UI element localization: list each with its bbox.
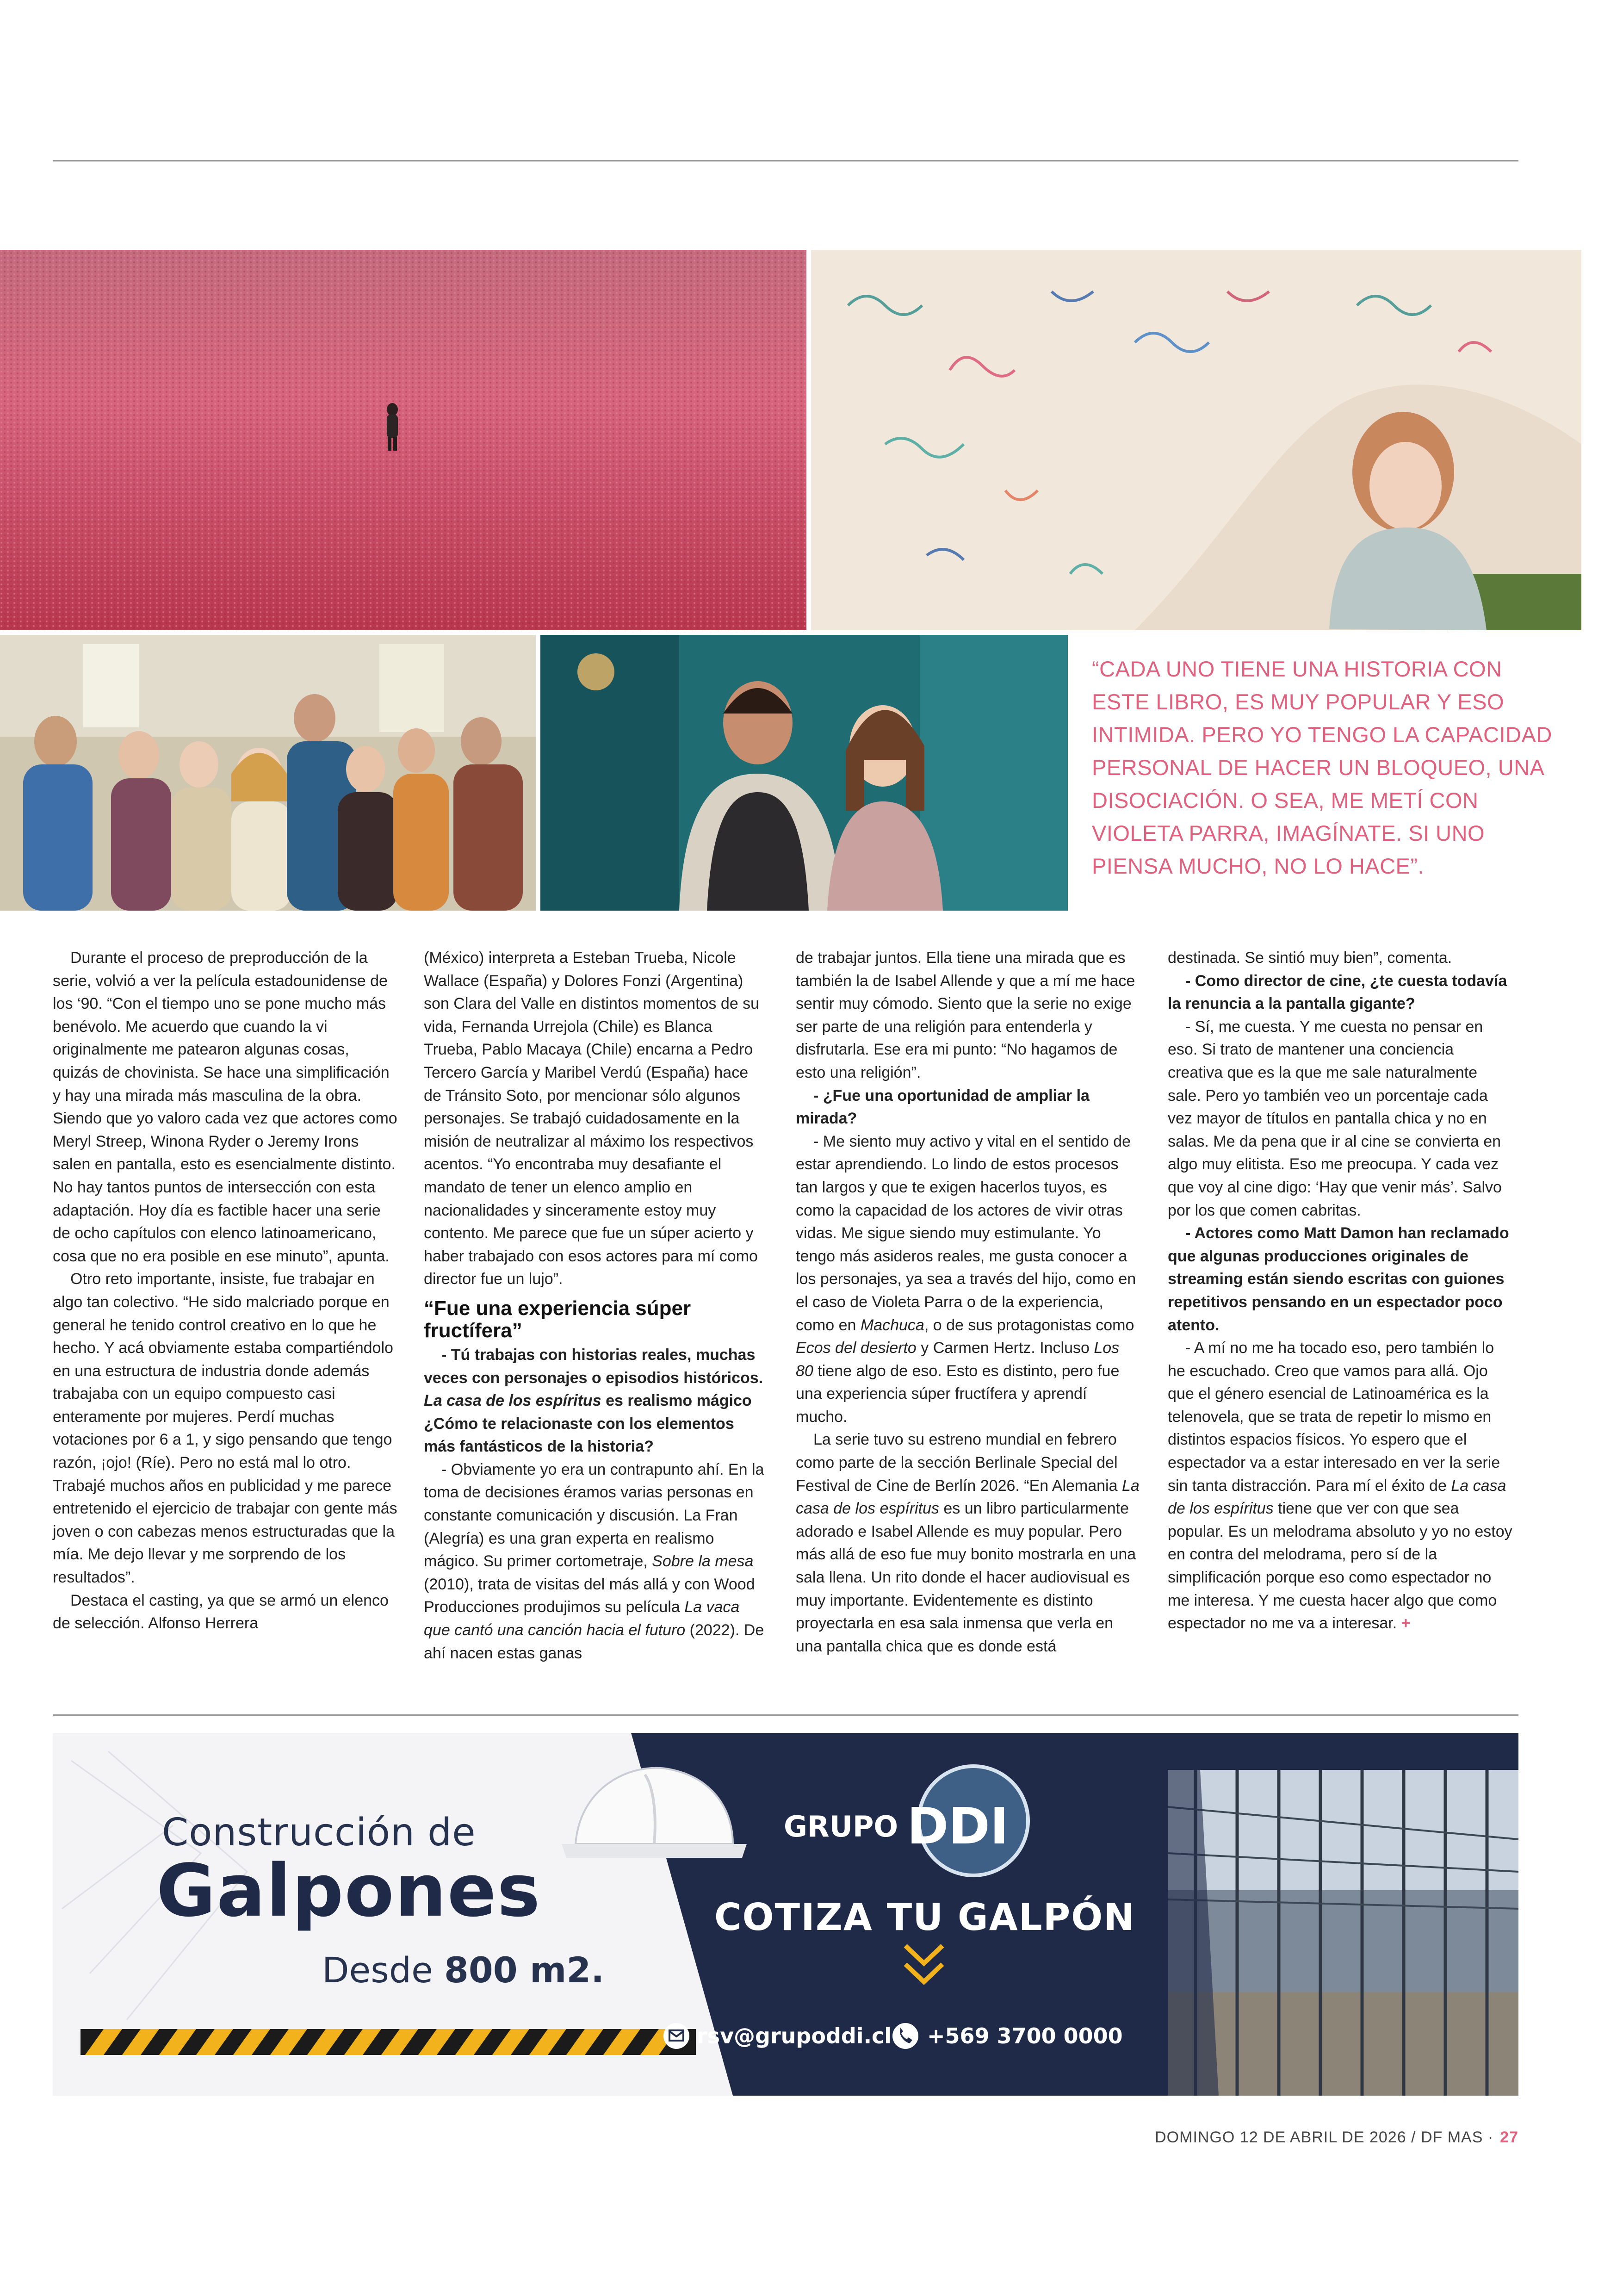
footer-date: DOMINGO 12 DE ABRIL DE 2026 / DF MAS ·	[1155, 2128, 1494, 2146]
interview-question: - ¿Fue una oportunidad de ampliar la mirada?	[796, 1086, 1090, 1128]
photo-crowd-group	[0, 635, 536, 911]
end-mark: +	[1401, 1614, 1411, 1632]
interview-answer: - Sí, me cuesta. Y me cuesta no pensar en eso. Si trato de mantener una conciencia creativa que es la que me sale naturalmente sale. Pero yo también veo un porcentaje cada vez mayor de títulos en pantalla chica y no en salas. Me da pena que ir al cine se convierta en algo muy elitista. Eso me preocupa. Y cada vez que voy al cine digo: ‘Hay que venir más’. Salvo por los que comen cabritas.	[1168, 1018, 1502, 1219]
page-number: 27	[1500, 2128, 1518, 2146]
ad-email[interactable]: rsv@grupoddi.cl	[697, 2023, 892, 2048]
photo-couple	[540, 635, 1068, 911]
email-icon	[663, 2023, 689, 2049]
ad-headline-line3: Desde 800 m2.	[322, 1949, 605, 1991]
interview-question: - Como director de cine, ¿te cuesta todavía la renuncia a la pantalla gigante?	[1168, 972, 1507, 1013]
ad-top-rule	[53, 1714, 1518, 1716]
paragraph: de trabajar juntos. Ella tiene una mirada que es también la de Isabel Allende y que a mí me hace sentir muy cómodo. Siento que la serie no exige ser parte de una religión para entenderla y disfrutarla. Ese era mi punto: “No hagamos de esto una religión”.	[796, 949, 1135, 1081]
page-footer	[1155, 2128, 1518, 2147]
paragraph: La serie tuvo su estreno mundial en febrero como parte de la sección Berlinale Special del Festival de Cine de Berlín 2026. “En Alemania La casa de los espíritus es un libro particularmente adorado e Isabel Allende es muy popular. Pero más allá de eso fue muy bonito mostrarla en una sala llena. Un rito donde el hacer audiovisual es muy importante. Evidentemente es distinto proyectarla en esa sala inmensa que verla en una pantalla chica que es donde está	[796, 1431, 1140, 1655]
pull-quote: “CADA UNO TIENE UNA HISTORIA CON ESTE LIBRO, ES MUY POPULAR Y ESO INTIMIDA. PERO YO TENGO LA CAPACIDAD PERSONAL DE HACER UN BLOQUEO, UNA DISOCIACIÓN. O SEA, ME METÍ CON VIOLETA PARRA, IMAGÍNATE. SI UNO PIENSA MUCHO, NO LO HACE”.	[1092, 657, 1552, 878]
hazard-stripe	[81, 2029, 696, 2055]
interview-question: - Actores como Matt Damon han reclamado que algunas producciones originales de streaming están siendo escritas con guiones repetitivos pensando en un espectador poco atento.	[1168, 1224, 1509, 1334]
section-subhead: “Fue una experiencia súper fructífera”	[424, 1297, 691, 1342]
interview-answer: - Me siento muy activo y vital en el sentido de estar aprendiendo. Lo lindo de estos procesos tan largos y que te exigen hacerlos tuyos, es como la capacidad de los actores de vivir otras vidas. Me sigue siendo muy estimulante. Yo tengo más asideros reales, me gusta conocer a los personajes, ya sea a través del hijo, como en el caso de Violeta Parra o de la experiencia, como en Machuca, o de sus protagonistas como Ecos del desierto y Carmen Hertz. Incluso Los 80 tiene algo de eso. Esto es distinto, pero fue una experiencia súper fructífera y aprendí mucho.	[796, 1132, 1136, 1426]
article-column-1	[53, 947, 397, 1635]
paragraph: Destaca el casting, ya que se armó un elenco de selección. Alfonso Herrera	[53, 1591, 389, 1632]
paragraph: Durante el proceso de preproducción de la serie, volvió a ver la película estadounidense de los ‘90. “Con el tiempo uno se pone mucho más benévolo. Me acuerdo que cuando la vi originalmente me patearon algunas cosas, quizás de chovinista. Se hace una simplificación y hay una mirada más masculina de la obra. Siendo que yo valoro cada vez que actores como Meryl Streep, Winona Ryder o Jeremy Irons salen en pantalla, esto es esencialmente distinto. No hay tantos puntos de intersección con esta adaptación. Hoy día es factible hacer una serie de ocho capítulos con elenco latinoamericano, cosa que no era posible en ese minuto”, apunta.	[53, 949, 397, 1265]
ad-cta[interactable]: COTIZA TU GALPÓN	[714, 1896, 1136, 1939]
ad-banner[interactable]	[53, 1733, 1518, 2096]
chevron-down-icon	[905, 1946, 942, 1982]
paragraph: (México) interpreta a Esteban Trueba, Nicole Wallace (España) y Dolores Fonzi (Argentina) son Clara del Valle en distintos momentos de su vida, Fernanda Urrejola (Chile) es Blanca Trueba, Pablo Macaya (Chile) encarna a Pedro Tercero García y Maribel Verdú (España) hace de Tránsito Soto, por mencionar sólo algunos personajes. Se trabajó cuidadosamente en la misión de neutralizar al máximo los respectivos acentos. “Yo encontraba muy desafiante el mandato de tener un elenco amplio en nacionalidades y sinceramente estoy muy contento. Me parece que fue un súper acierto y haber trabajado con esos actores para mí como director fue un lujo”.	[424, 949, 760, 1288]
article-column-2	[424, 947, 768, 1665]
ad-headline-line1: Construcción de	[162, 1811, 476, 1855]
interview-answer: - Obviamente yo era un contrapunto ahí. En la toma de decisiones éramos varias personas en constante comunicación y discusión. La Fran (Alegría) es una gran experta en realismo mágico. Su primer cortometraje, Sobre la mesa (2010), trata de visitas del más allá y con Wood Producciones produjimos su película La vaca que cantó una canción hacia el futuro (2022). De ahí nacen estas ganas	[424, 1460, 764, 1662]
photo-red-field	[0, 250, 806, 630]
ad-phone[interactable]: +569 3700 0000	[927, 2023, 1123, 2048]
ad-headline-line2: Galpones	[156, 1849, 541, 1933]
ad-brand: GRUPO DDI	[784, 1798, 1009, 1855]
photo-girl-embroidered-cloth	[811, 250, 1581, 630]
interview-question: - Tú trabajas con historias reales, muchas veces con personajes o episodios históricos. La casa de los espíritus es realismo mágico ¿Cómo te relacionaste con los elementos más fantásticos de la historia?	[424, 1346, 763, 1456]
article-column-3	[796, 947, 1140, 1658]
phone-icon	[892, 2023, 918, 2049]
interview-answer: - A mí no me ha tocado eso, pero también lo he escuchado. Creo que vamos para allá. Ojo que el género esencial de Latinoamérica es la telenovela, que se trata de repetir lo mismo en distintos espacios físicos. Yo espero que el espectador va a estar interesado en ver la serie sin tanta distracción. Para mí el éxito de La casa de los espíritus tiene que ver con que sea popular. Es un melodrama absoluto y yo no estoy en contra del melodrama, pero sí de la simplificación porque eso como espectador no me interesa. Y me cuesta hacer algo que como espectador no me va a interesar. +	[1168, 1339, 1512, 1632]
warehouse-photo	[1168, 1770, 1518, 2096]
paragraph: destinada. Se sintió muy bien”, comenta.	[1168, 949, 1452, 967]
article-column-4	[1168, 947, 1512, 1635]
top-rule	[53, 160, 1518, 161]
paragraph: Otro reto importante, insiste, fue trabajar en algo tan colectivo. “He sido malcriado porque en general he tenido control creativo en lo que he hecho. Y acá obviamente estaba compartiéndolo en una estructura de industria donde además trabajaba con un equipo compuesto casi enteramente por mujeres. Perdí muchas votaciones por 6 a 1, y sigo pensando que tengo razón, ¡ojo! (Ríe). Pero no está mal lo otro. Trabajé muchos años en publicidad y me parece entretenido el ejercicio de trabajar con gente más joven o con cabezas menos estructuradas que la mía. Me dejo llevar y me sorprendo de los resultados”.	[53, 1270, 397, 1587]
